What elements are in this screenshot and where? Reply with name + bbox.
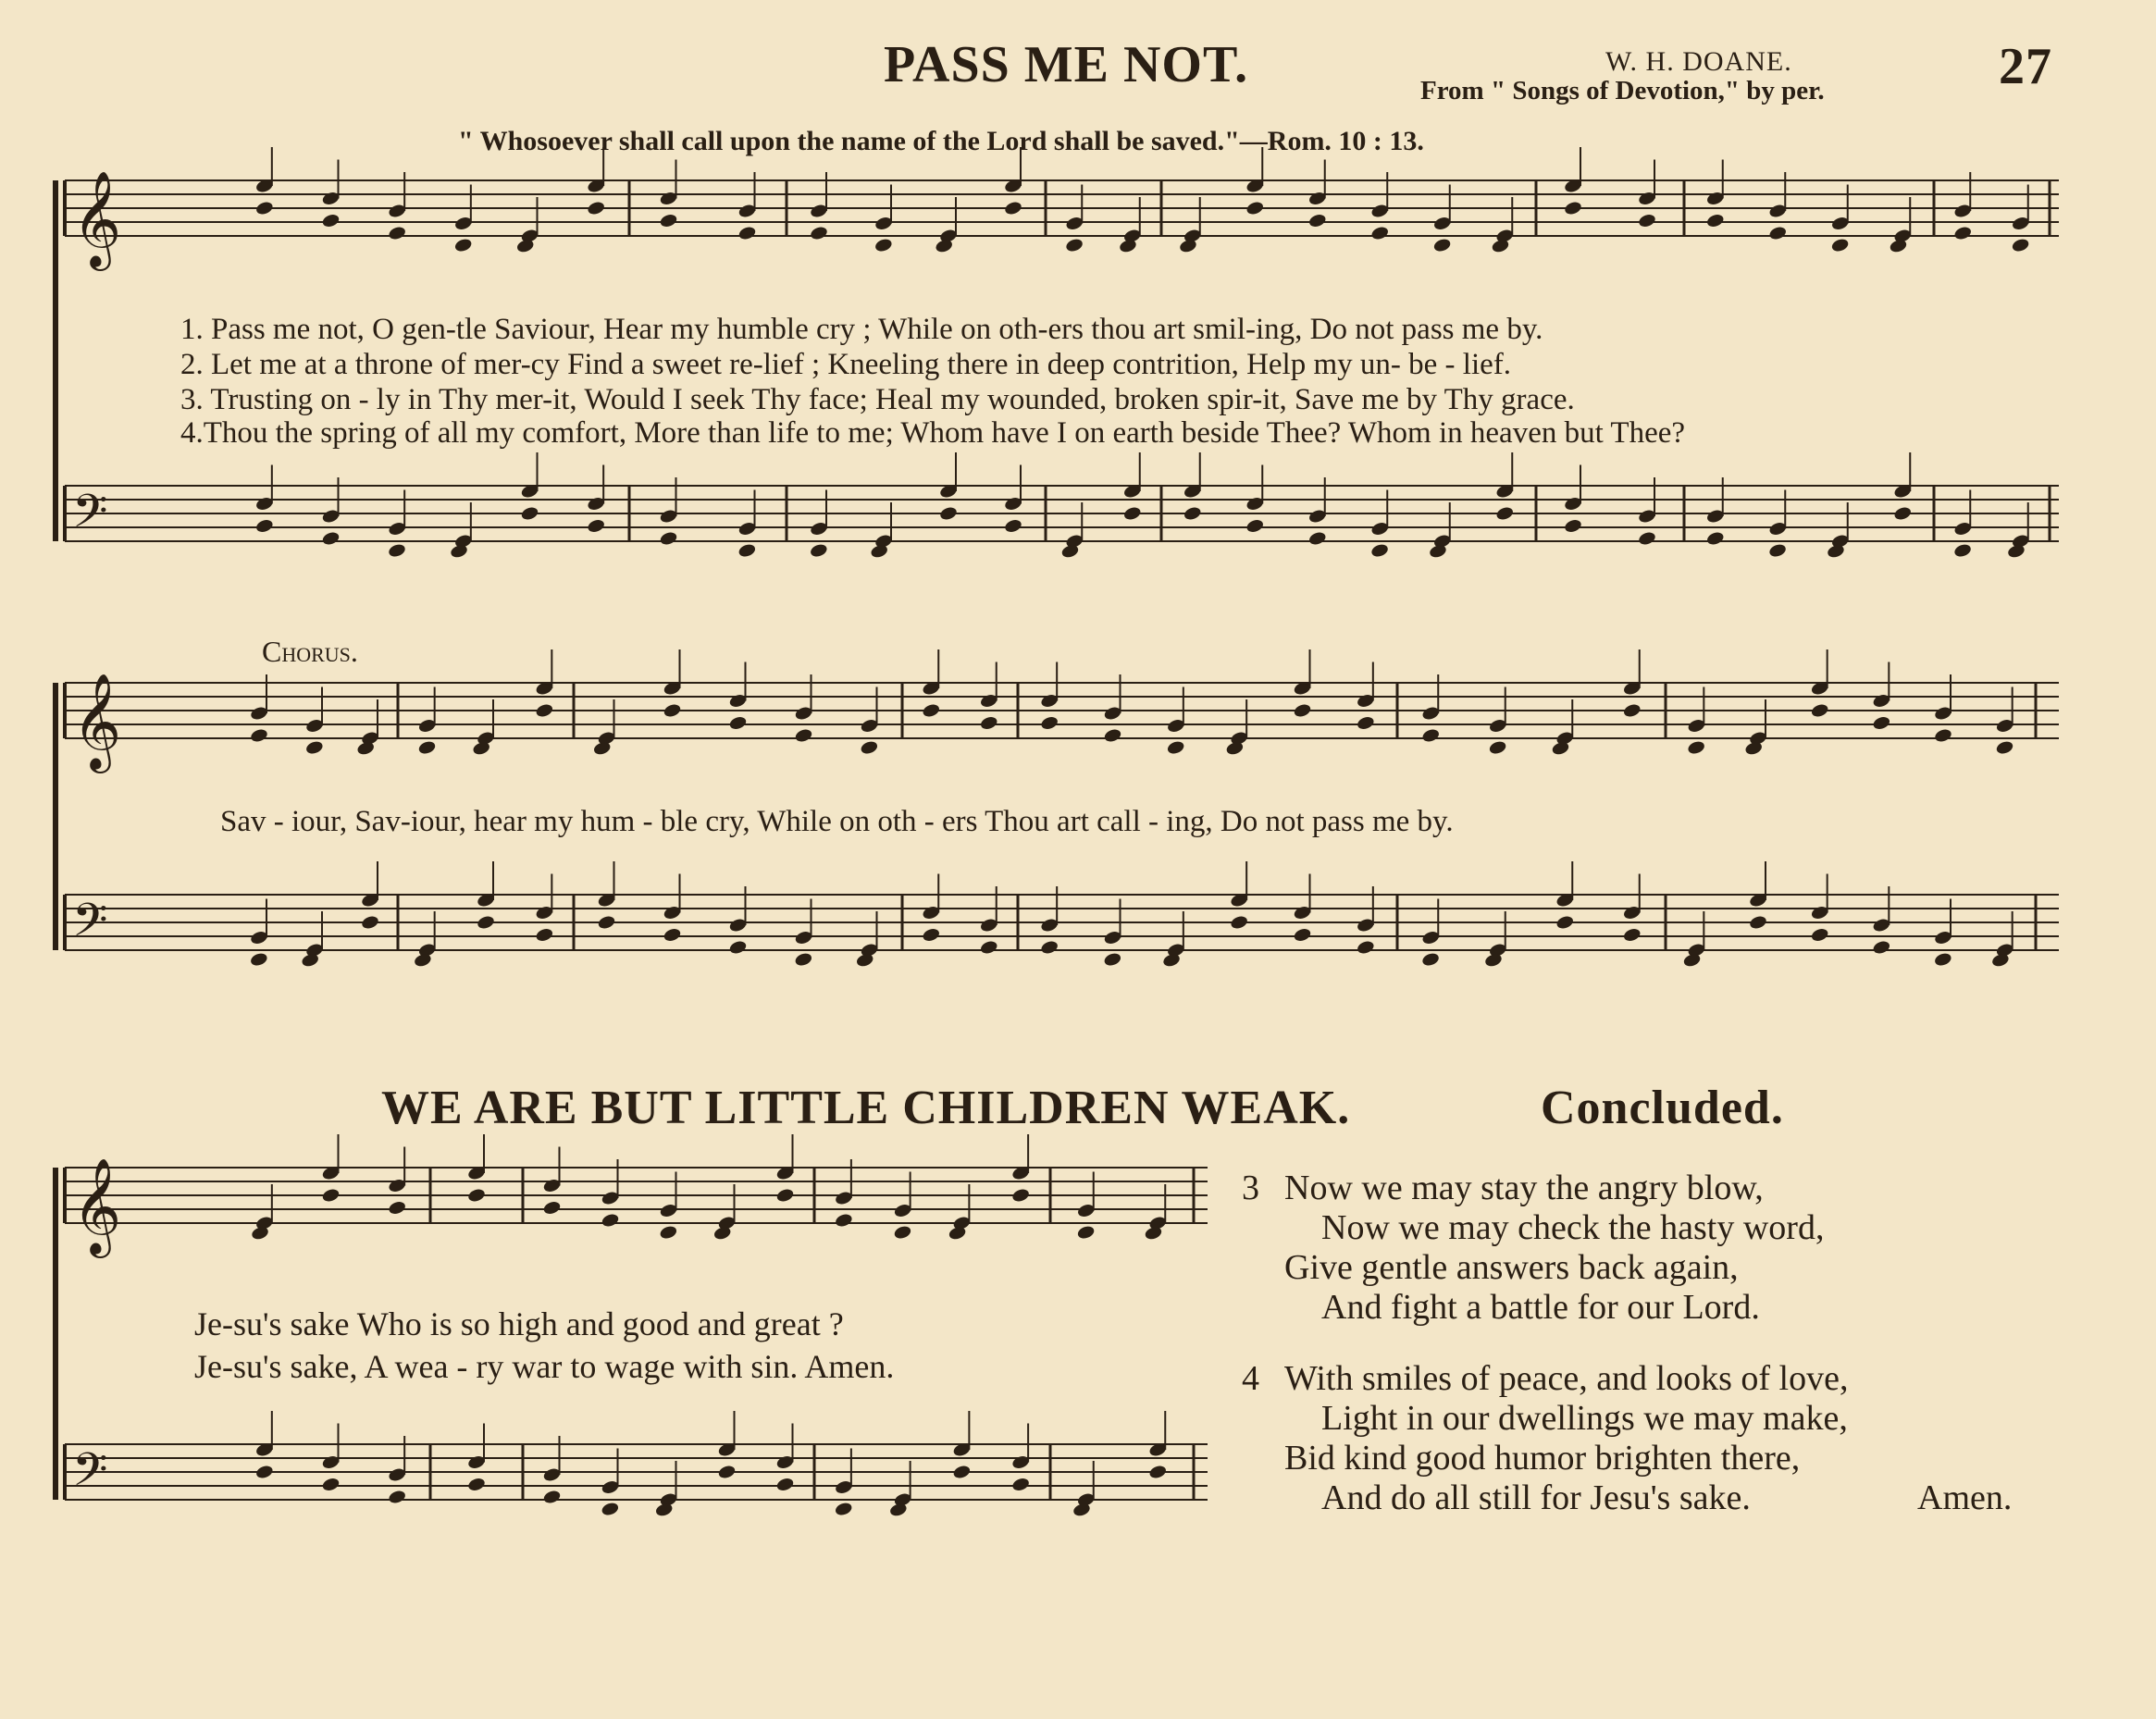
source-credit: From " Songs of Devotion," by per. bbox=[1420, 76, 1825, 105]
svg-text:𝄢: 𝄢 bbox=[72, 1443, 108, 1508]
stanza-4-amen: Amen. bbox=[1917, 1478, 2013, 1517]
song-title: PASS ME NOT. bbox=[884, 36, 1249, 93]
second-song-subtitle: Concluded. bbox=[1541, 1082, 1784, 1134]
stanza-4-line-2: Light in our dwellings we may make, bbox=[1321, 1399, 1848, 1438]
verse-3: 3. Trusting on - ly in Thy mer-it, Would I seek Thy face; Heal my wounded, broken spir-it, Save me by Thy grace. bbox=[180, 383, 1575, 416]
verse-2: 2. Let me at a throne of mer-cy Find a sweet re-lief ; Kneeling there in deep contrition, Help my un- be - lief. bbox=[180, 348, 1511, 381]
children-lyric-1: Je-su's sake Who is so high and good and great ? bbox=[194, 1305, 844, 1342]
stanza-3-line-3: Give gentle answers back again, bbox=[1284, 1248, 1739, 1287]
page-number: 27 bbox=[1999, 38, 2052, 95]
verse-1: 1. Pass me not, O gen-tle Saviour, Hear my humble cry ; While on oth-ers thou art smil-ing, Do not pass me by. bbox=[180, 313, 1543, 346]
composer: W. H. DOANE. bbox=[1605, 46, 1792, 77]
svg-text:𝄢: 𝄢 bbox=[72, 894, 108, 958]
stanza-3-line-1: Now we may stay the angry blow, bbox=[1284, 1169, 1764, 1207]
stanza-3-number: 3 bbox=[1242, 1169, 1259, 1207]
stanza-3-line-2: Now we may check the hasty word, bbox=[1321, 1208, 1825, 1247]
clefs bbox=[72, 170, 121, 1508]
stanza-3-line-4: And fight a battle for our Lord. bbox=[1321, 1288, 1760, 1327]
second-song-title: WE ARE BUT LITTLE CHILDREN WEAK. bbox=[381, 1082, 1351, 1134]
stanza-4-line-4: And do all still for Jesu's sake. bbox=[1321, 1478, 1751, 1517]
stanza-4-line-3: Bid kind good humor brighten there, bbox=[1284, 1439, 1801, 1478]
children-lyric-2: Je-su's sake, A wea - ry war to wage with sin. Amen. bbox=[194, 1348, 895, 1385]
epigraph: " Whosoever shall call upon the name of the Lord shall be saved."—Rom. 10 : 13. bbox=[458, 126, 1424, 156]
svg-text:𝄞: 𝄞 bbox=[72, 673, 122, 770]
stanza-4-line-1: With smiles of peace, and looks of love, bbox=[1284, 1359, 1849, 1398]
svg-text:𝄞: 𝄞 bbox=[72, 1157, 122, 1255]
chorus-lyric: Sav - iour, Sav-iour, hear my hum - ble cry, While on oth - ers Thou art call - ing, Do not pass me by. bbox=[220, 805, 1454, 838]
svg-text:𝄞: 𝄞 bbox=[72, 170, 122, 267]
chorus-label: Chorus. bbox=[262, 635, 358, 668]
svg-text:𝄢: 𝄢 bbox=[72, 485, 108, 550]
stanza-4-number: 4 bbox=[1242, 1359, 1259, 1398]
verse-4: 4.Thou the spring of all my comfort, More than life to me; Whom have I on earth beside Thee? Whom in heaven but Thee? bbox=[180, 416, 1686, 450]
